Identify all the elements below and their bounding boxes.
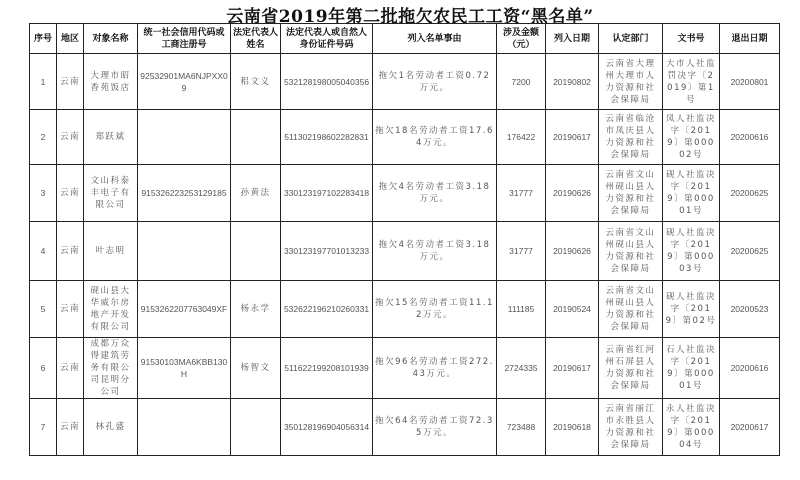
cell-id-number: 511622199208101939 [281,338,373,399]
cell-legal-rep [231,110,281,165]
cell-region: 云南 [57,338,84,399]
cell-region: 云南 [57,165,84,222]
cell-amount: 31777 [497,165,546,222]
cell-doc-no: 大市人社监罚决字〔2019〕第1号 [663,54,720,110]
cell-no: 4 [30,222,57,281]
cell-credit-code: 91530103MA6KBB130H [138,338,231,399]
cell-id-number: 330123197102283418 [281,165,373,222]
cell-reason: 拖欠18名劳动者工资17.64万元。 [373,110,497,165]
blacklist-table [29,23,780,456]
table-row [30,281,780,338]
header-row [30,24,780,54]
cell-name: 成都万众得建筑劳务有限公司昆明分公司 [84,338,138,399]
cell-reason: 拖欠1名劳动者工资0.72万元。 [373,54,497,110]
col-header-doc-no: 文书号 [663,24,720,54]
cell-doc-no: 凤人社监决字〔2019〕第00002号 [663,110,720,165]
cell-amount: 2724335 [497,338,546,399]
cell-list-date: 20190618 [546,399,599,456]
cell-doc-no: 永人社监决字〔2019〕第00004号 [663,399,720,456]
cell-list-date: 20190626 [546,222,599,281]
cell-reason: 拖欠64名劳动者工资72.35万元。 [373,399,497,456]
cell-exit-date: 20200616 [720,338,780,399]
cell-list-date: 20190617 [546,110,599,165]
cell-legal-rep: 杨智文 [231,338,281,399]
col-header-exit-date: 退出日期 [720,24,780,54]
cell-legal-rep: 稆文义 [231,54,281,110]
cell-amount: 723488 [497,399,546,456]
cell-no: 5 [30,281,57,338]
cell-name: 文山科泰丰电子有限公司 [84,165,138,222]
table-row [30,165,780,222]
cell-name: 大理市昭香苑饭店 [84,54,138,110]
cell-exit-date: 20200625 [720,165,780,222]
cell-doc-no: 石人社监决字〔2019〕第00001号 [663,338,720,399]
col-header-department: 认定部门 [599,24,663,54]
cell-legal-rep: 孙黄法 [231,165,281,222]
cell-credit-code: 915326223253129185 [138,165,231,222]
cell-reason: 拖欠15名劳动者工资11.12万元。 [373,281,497,338]
cell-reason: 拖欠4名劳动者工资3.18万元。 [373,222,497,281]
cell-no: 2 [30,110,57,165]
cell-exit-date: 20200616 [720,110,780,165]
cell-id-number: 532128198005040356 [281,54,373,110]
cell-amount: 111185 [497,281,546,338]
cell-exit-date: 20200801 [720,54,780,110]
cell-legal-rep [231,222,281,281]
cell-list-date: 20190802 [546,54,599,110]
cell-name: 郑跃斌 [84,110,138,165]
table-row [30,54,780,110]
col-header-reason: 列入名单事由 [373,24,497,54]
cell-department: 云南省红河州石屏县人力资源和社会保障局 [599,338,663,399]
cell-credit-code: 92532901MA6NJPXX09 [138,54,231,110]
cell-list-date: 20190524 [546,281,599,338]
table-row [30,338,780,399]
cell-reason: 拖欠4名劳动者工资3.18万元。 [373,165,497,222]
cell-region: 云南 [57,54,84,110]
cell-id-number: 511302198602282831 [281,110,373,165]
cell-credit-code: 9153262207763049XF [138,281,231,338]
cell-department: 云南省文山州砚山县人力资源和社会保障局 [599,222,663,281]
col-header-list-date: 列入日期 [546,24,599,54]
cell-name: 砚山县大华威尔房地产开发有限公司 [84,281,138,338]
cell-id-number: 350128196904056314 [281,399,373,456]
cell-amount: 176422 [497,110,546,165]
table-row [30,399,780,456]
document-title: 云南省2019年第二批拖欠农民工工资“黑名单” [226,7,594,27]
cell-name: 叶志明 [84,222,138,281]
cell-amount: 7200 [497,54,546,110]
cell-no: 1 [30,54,57,110]
col-header-legal-rep: 法定代表人姓名 [231,24,281,54]
cell-doc-no: 砚人社监决字〔2019〕第00001号 [663,165,720,222]
cell-region: 云南 [57,281,84,338]
cell-department: 云南省丽江市永胜县人力资源和社会保障局 [599,399,663,456]
cell-legal-rep [231,399,281,456]
cell-id-number: 330123197701013233 [281,222,373,281]
cell-credit-code [138,222,231,281]
cell-id-number: 532622196210260331 [281,281,373,338]
cell-exit-date: 20200617 [720,399,780,456]
cell-name: 林孔盛 [84,399,138,456]
cell-list-date: 20190626 [546,165,599,222]
cell-doc-no: 砚人社监决字〔2019〕第00003号 [663,222,720,281]
cell-exit-date: 20200625 [720,222,780,281]
cell-region: 云南 [57,399,84,456]
cell-exit-date: 20200523 [720,281,780,338]
cell-no: 6 [30,338,57,399]
cell-department: 云南省临沧市凤庆县人力资源和社会保障局 [599,110,663,165]
cell-department: 云南省大理州大理市人力资源和社会保障局 [599,54,663,110]
cell-amount: 31777 [497,222,546,281]
col-header-region: 地区 [57,24,84,54]
cell-region: 云南 [57,110,84,165]
table-row [30,110,780,165]
cell-doc-no: 砚人社监决字〔2019〕第02号 [663,281,720,338]
cell-no: 3 [30,165,57,222]
table-row [30,222,780,281]
cell-department: 云南省文山州砚山县人力资源和社会保障局 [599,165,663,222]
cell-credit-code [138,399,231,456]
cell-reason: 拖欠96名劳动者工资272.43万元。 [373,338,497,399]
col-header-id-number: 法定代表人或自然人身份证件号码 [281,24,373,54]
col-header-credit-code: 统一社会信用代码或工商注册号 [138,24,231,54]
col-header-amount: 涉及金额（元） [497,24,546,54]
cell-region: 云南 [57,222,84,281]
col-header-name: 对象名称 [84,24,138,54]
cell-list-date: 20190617 [546,338,599,399]
cell-no: 7 [30,399,57,456]
col-header-no: 序号 [30,24,57,54]
cell-credit-code [138,110,231,165]
cell-legal-rep: 杨永学 [231,281,281,338]
cell-department: 云南省文山州砚山县人力资源和社会保障局 [599,281,663,338]
